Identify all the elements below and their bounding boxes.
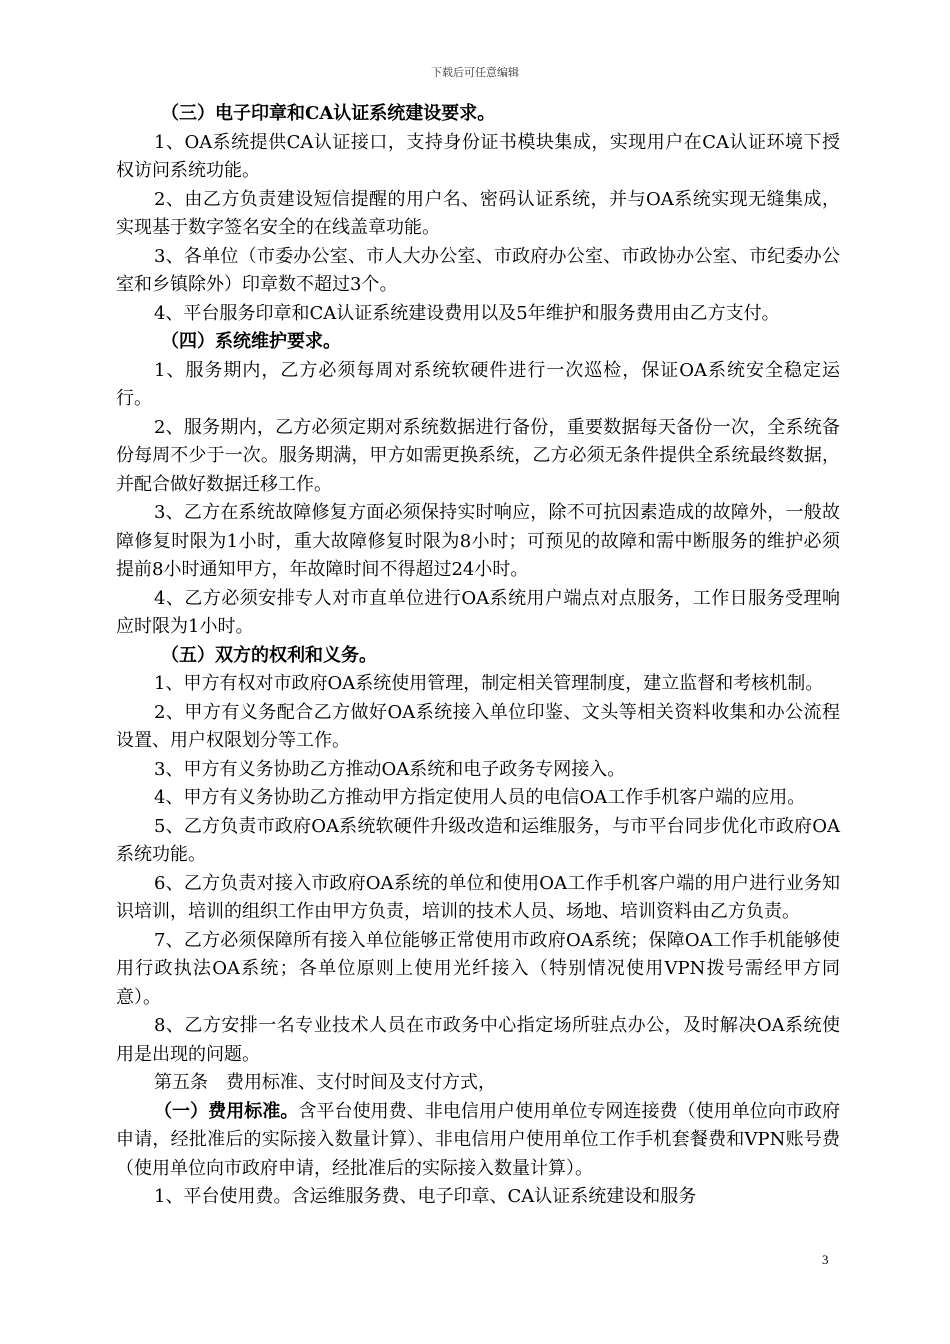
article-5-title: 第五条 费用标准、支付时间及支付方式，: [154, 1072, 496, 1093]
section-5-item-4: 4、甲方有义务协助乙方推动甲方指定使用人员的电信OA工作手机客户端的应用。: [154, 787, 806, 808]
section-5-item-6: 6、乙方负责对接入市政府OA系统的单位和使用OA工作手机客户端的用户进行业务知识培训，培训的组织工作由甲方负责，培训的技术人员、场地、培训资料由乙方负责。: [116, 872, 840, 922]
page-number: 3: [822, 1252, 829, 1267]
fee-standard-paragraph: [116, 1098, 840, 1184]
section-heading-4: （四）系统维护要求。: [161, 331, 341, 352]
section-4-item-2: 2、服务期内，乙方必须定期对系统数据进行备份，重要数据每天备份一次，全系统备份每周不少于一次。服务期满，甲方如需更换系统，乙方必须无条件提供全系统最终数据，并配合做好数据迁移工作。: [116, 416, 840, 495]
page-header: 下载后可任意编辑: [431, 66, 519, 79]
document-body: [116, 100, 840, 1212]
section-4-item-3: 3、乙方在系统故障修复方面必须保持实时响应，除不可抗因素造成的故障外，一般故障修复时限为1小时，重大故障修复时限为8小时；可预见的故障和需中断服务的维护必须提前8小时通知甲方，年故障时间不得超过24小时。: [116, 502, 840, 580]
section-5-item-2: 2、甲方有义务配合乙方做好OA系统接入单位印鉴、文头等相关资料收集和办公流程设置、用户权限划分等工作。: [116, 701, 840, 751]
section-heading-5: （五）双方的权利和义务。: [161, 644, 377, 666]
fee-standard-text: 含平台使用费、非电信用户使用单位专网连接费（使用单位向市政府申请，经批准后的实际接入数量计算）、非电信用户使用单位工作手机套餐费和VPN账号费（使用单位向市政府申请，经批准后的实际接入数量计算）。: [116, 1100, 841, 1179]
section-4-item-1: 1、服务期内，乙方必须每周对系统软硬件进行一次巡检，保证OA系统安全稳定运行。: [116, 359, 840, 409]
section-5-item-1: 1、甲方有权对市政府OA系统使用管理，制定相关管理制度，建立监督和考核机制。: [154, 673, 824, 694]
section-3-item-4: 4、平台服务印章和CA认证系统建设费用以及5年维护和服务费用由乙方支付。: [154, 302, 780, 324]
section-3-item-2: 2、由乙方负责建设短信提醒的用户名、密码认证系统，并与OA系统实现无缝集成，实现基于数字签名安全的在线盖章功能。: [116, 188, 840, 238]
section-5-item-3: 3、甲方有义务协助乙方推动OA系统和电子政务专网接入。: [154, 758, 626, 780]
section-heading-3: （三）电子印章和CA认证系统建设要求。: [161, 103, 496, 124]
section-4-item-4: 4、乙方必须安排专人对市直单位进行OA系统用户端点对点服务，工作日服务受理响应时限为1小时。: [116, 587, 840, 637]
section-3-item-1: 1、OA系统提供CA认证接口，支持身份证书模块集成，实现用户在CA认证环境下授权访问系统功能。: [116, 131, 840, 181]
section-5-item-5: 5、乙方负责市政府OA系统软硬件升级改造和运维服务，与市平台同步优化市政府OA系统功能。: [116, 815, 840, 865]
fee-standard-heading: （一）费用标准。: [154, 1100, 299, 1122]
section-5-item-7: 7、乙方必须保障所有接入单位能够正常使用市政府OA系统；保障OA工作手机能够使用行政执法OA系统；各单位原则上使用光纤接入（特别情况使用VPN拨号需经甲方同意）。: [116, 929, 840, 1008]
section-3-item-3: 3、各单位（市委办公室、市人大办公室、市政府办公室、市政协办公室、市纪委办公室和乡镇除外）印章数不超过3个。: [116, 245, 840, 295]
platform-fee-item: 1、平台使用费。含运维服务费、电子印章、CA认证系统建设和服务: [154, 1186, 697, 1207]
section-5-item-8: 8、乙方安排一名专业技术人员在市政务中心指定场所驻点办公，及时解决OA系统使用是出现的问题。: [116, 1015, 840, 1065]
